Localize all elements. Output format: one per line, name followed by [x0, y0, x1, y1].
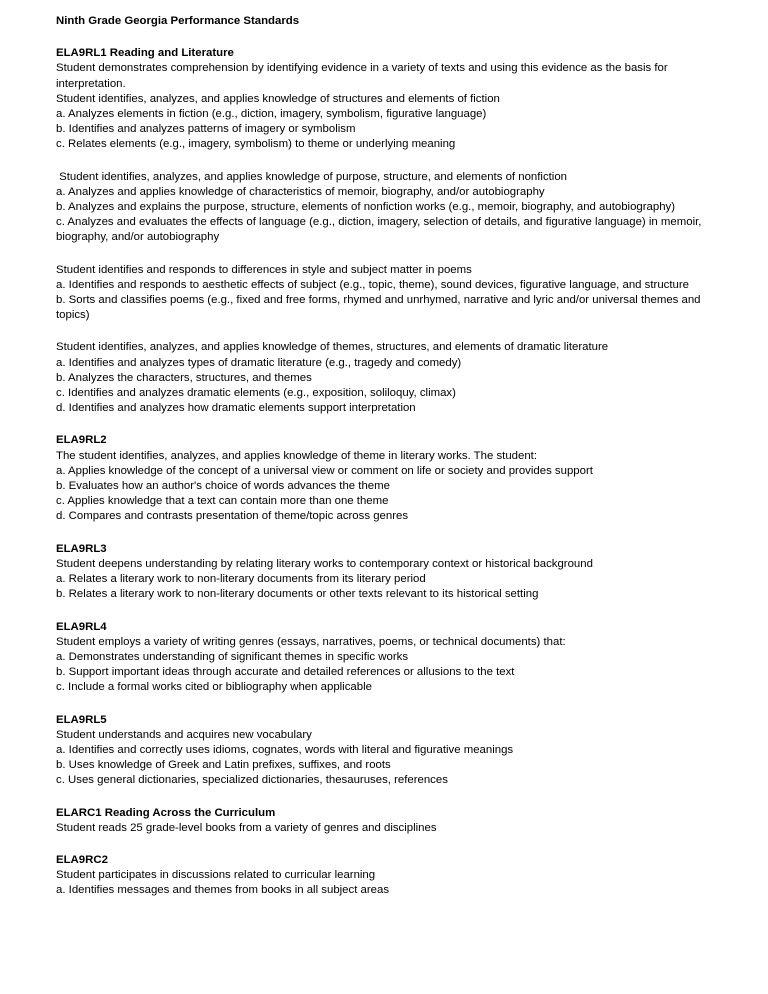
section-elarc1	[56, 806, 720, 836]
text-line: a. Analyzes and applies knowledge of characteristics of memoir, biography, and/or autobiography	[56, 185, 545, 198]
text-line: b. Support important ideas through accurate and detailed references or allusions to the text	[56, 666, 515, 679]
text-line: c. Uses general dictionaries, specialized dictionaries, thesauruses, references	[56, 774, 448, 787]
section-ela9rl2	[56, 433, 720, 524]
text-line: c. Analyzes and evaluates the effects of language (e.g., diction, imagery, selection of details, and figurative language) in memoir, biography, and/or autobiography	[56, 216, 702, 244]
section-heading: ELARC1 Reading Across the Curriculum	[56, 806, 276, 819]
text-line: b. Identifies and analyzes patterns of imagery or symbolism	[56, 123, 356, 136]
text-line: Student identifies, analyzes, and applies knowledge of themes, structures, and elements of dramatic literature	[56, 341, 609, 354]
document-page	[56, 14, 720, 916]
text-line: Student deepens understanding by relating literary works to contemporary context or historical background	[56, 557, 593, 570]
text-line: b. Sorts and classifies poems (e.g., fixed and free forms, rhymed and unrhymed, narrative and lyric and/or universal themes and topics)	[56, 294, 701, 322]
section-heading: ELA9RL5	[56, 713, 107, 726]
subsection-drama	[56, 340, 720, 416]
text-line: a. Demonstrates understanding of significant themes in specific works	[56, 650, 409, 663]
section-heading: ELA9RL3	[56, 542, 107, 555]
text-line: Student understands and acquires new vocabulary	[56, 728, 312, 741]
text-line: a. Identifies and responds to aesthetic effects of subject (e.g., topic, theme), sound devices, figurative language, and structure	[56, 278, 689, 291]
text-line: a. Identifies and correctly uses idioms, cognates, words with literal and figurative meanings	[56, 743, 514, 756]
text-line: Student reads 25 grade-level books from a variety of genres and disciplines	[56, 821, 437, 834]
text-line: Student employs a variety of writing genres (essays, narratives, poems, or technical documents) that:	[56, 635, 566, 648]
text-line: b. Analyzes the characters, structures, and themes	[56, 371, 312, 384]
section-heading: ELA9RL4	[56, 620, 107, 633]
text-line: a. Relates a literary work to non-literary documents from its literary period	[56, 573, 426, 586]
text-line: b. Uses knowledge of Greek and Latin prefixes, suffixes, and roots	[56, 759, 391, 772]
section-heading: ELA9RL2	[56, 434, 107, 447]
section-ela9rl1	[56, 46, 720, 152]
text-line: The student identifies, analyzes, and applies knowledge of theme in literary works. The student:	[56, 449, 537, 462]
text-line: a. Applies knowledge of the concept of a universal view or comment on life or society and provides support	[56, 464, 593, 477]
text-line: Student identifies, analyzes, and applies knowledge of structures and elements of fiction	[56, 92, 500, 105]
text-line: Student participates in discussions related to curricular learning	[56, 869, 376, 882]
section-heading: ELA9RC2	[56, 853, 108, 866]
section-heading: ELA9RL1 Reading and Literature	[56, 47, 234, 60]
text-line: c. Applies knowledge that a text can contain more than one theme	[56, 495, 389, 508]
text-line: c. Relates elements (e.g., imagery, symbolism) to theme or underlying meaning	[56, 138, 456, 151]
text-line: b. Relates a literary work to non-literary documents or other texts relevant to its historical setting	[56, 588, 539, 601]
text-line: Student identifies and responds to differences in style and subject matter in poems	[56, 263, 472, 276]
text-line: Student identifies, analyzes, and applies knowledge of purpose, structure, and elements of nonfiction	[56, 170, 567, 183]
text-line: a. Analyzes elements in fiction (e.g., diction, imagery, symbolism, figurative language)	[56, 108, 487, 121]
text-line: b. Evaluates how an author's choice of words advances the theme	[56, 480, 390, 493]
text-line: d. Compares and contrasts presentation of theme/topic across genres	[56, 510, 409, 523]
text-line: Student demonstrates comprehension by identifying evidence in a variety of texts and using this evidence as the basis for interpretation.	[56, 62, 668, 90]
subsection-poetry	[56, 263, 720, 324]
text-line: c. Include a formal works cited or bibliography when applicable	[56, 681, 372, 694]
section-ela9rl5	[56, 713, 720, 789]
text-line: b. Analyzes and explains the purpose, structure, elements of nonfiction works (e.g., memoir, biography, and autobiography)	[56, 201, 676, 214]
section-ela9rl4	[56, 620, 720, 696]
text-line: c. Identifies and analyzes dramatic elements (e.g., exposition, soliloquy, climax)	[56, 387, 456, 400]
section-ela9rc2	[56, 853, 720, 899]
section-ela9rl3	[56, 542, 720, 603]
page-title: Ninth Grade Georgia Performance Standards	[56, 15, 300, 27]
text-line: d. Identifies and analyzes how dramatic elements support interpretation	[56, 402, 416, 415]
subsection-nonfiction	[56, 170, 720, 246]
text-line: a. Identifies and analyzes types of dramatic literature (e.g., tragedy and comedy)	[56, 356, 462, 369]
text-line: a. Identifies messages and themes from books in all subject areas	[56, 884, 390, 897]
